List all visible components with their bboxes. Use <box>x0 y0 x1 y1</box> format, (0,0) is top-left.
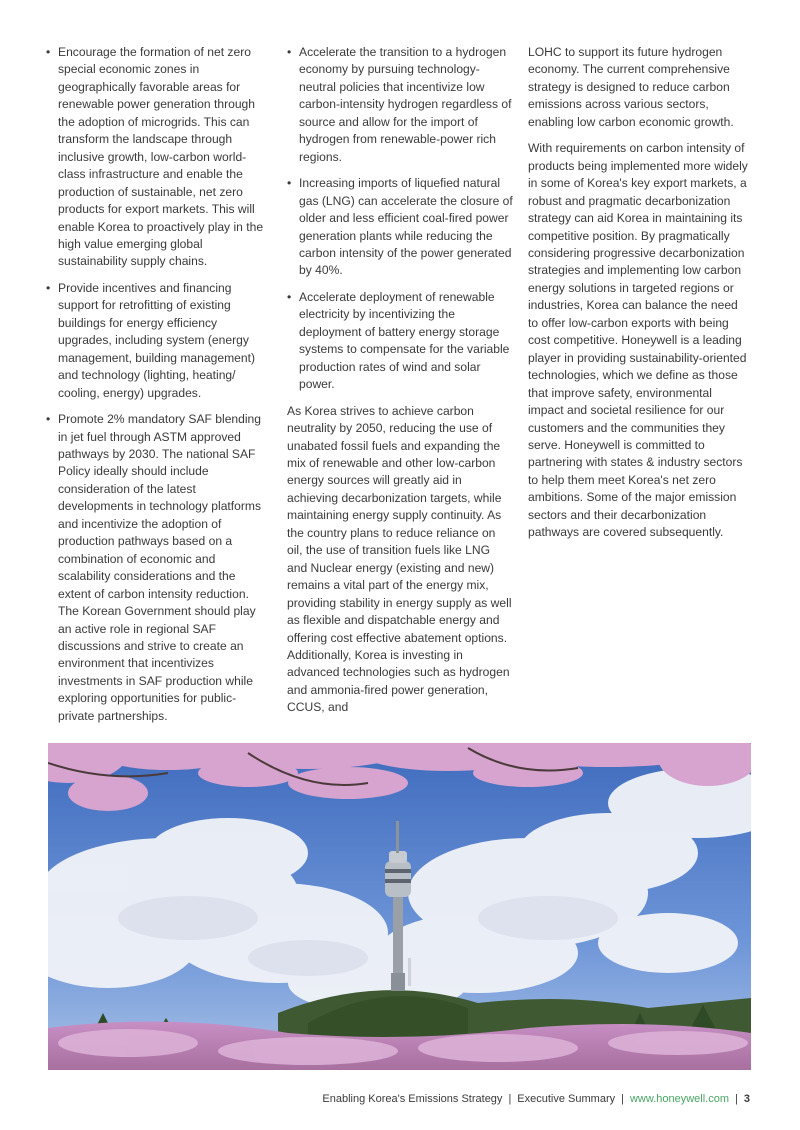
body-paragraph: With requirements on carbon intensity of products being implemented more widely in some of Korea's key export markets, a robust and pragmatic decarbonization strategy can aid Korea in maintaining its competitive position. By pragmatically considering progressive decarbonization strategies and implementing low carbon energy solutions in targeted regions or industries, Korea can balance the need to offer low-carbon exports with being cost competitive. Honeywell is a leading player in providing sustainability-oriented technologies, which we define as those that improve safety, environmental impact and societal resilience for our customers and the communities they serve. Honeywell is committed to partnering with states & industry sectors to help them meet Korea's net zero ambitions. Some of the major emission sectors and their decarbonization pathways are covered subsequently. <box>528 141 748 540</box>
list-item: • Encourage the formation of net zero special economic zones in geographically favorable areas for renewable power generation through the adoption of microgrids. This can transform the landscape through inclusive growth, low-carbon world-class infrastructure and enable the production of sustainable, net zero products for export markets. This will enable Korea to proactively play in the high value emerging global sustainability supply chains. <box>46 44 268 271</box>
footer-separator: | <box>621 1093 624 1105</box>
footer-separator: | <box>508 1093 512 1105</box>
list-item: • Promote 2% mandatory SAF blending in jet fuel through ASTM approved pathways by 2030. The national SAF Policy ideally should include consideration of the latest developments in technology platforms and incentivize the adoption of production pathways based on a combination of economic and scalability considerations and the extent of carbon intensity reduction. The Korean Government should play an active role in regional SAF discussions and strive to create an environment that incentivizes investments in SAF production while exploring opportunities for public-private partnerships. <box>46 411 268 725</box>
footer-link[interactable]: www.honeywell.com <box>629 1093 730 1105</box>
column-left <box>46 44 268 734</box>
list-item: • Increasing imports of liquefied natural gas (LNG) can accelerate the closure of older and less efficient coal-fired power generation plants while reducing the carbon intensity of the power generated by 40%. <box>287 175 513 280</box>
page-footer <box>322 1093 750 1105</box>
footer-separator: | <box>735 1093 738 1105</box>
body-paragraph: LOHC to support its future hydrogen economy. The current comprehensive strategy is designed to reduce carbon emissions across various sectors, enabling low carbon economic growth. <box>528 45 734 129</box>
footer-title: Enabling Korea's Emissions Strategy <box>322 1093 503 1105</box>
footer-section: Executive Summary <box>517 1093 616 1105</box>
list-item: • Provide incentives and financing support for retrofitting of existing buildings for energy efficiency upgrades, including system (energy management, building management) and technology (lighting, heating/ cooling, energy) upgrades. <box>46 280 268 402</box>
bullet-list-middle <box>287 44 513 394</box>
column-middle <box>287 44 513 726</box>
body-paragraph: As Korea strives to achieve carbon neutrality by 2050, reducing the use of unabated fossil fuels and expanding the mix of renewable and other low-carbon energy sources will greatly aid in achieving decarbonization targets, while maintaining energy supply continuity. As the country plans to reduce reliance on oil, the use of transition fuels like LNG and Nuclear energy (existing and new) remains a vital part of the energy mix, providing stability in energy supply as well as flexible and dispatchable energy and offering cost effective abatement options. Additionally, Korea is investing in advanced technologies such as hydrogen and ammonia-fired power generation, CCUS, and <box>287 403 512 715</box>
list-item: • Accelerate the transition to a hydrogen economy by pursuing technology-neutral policies that incentivize low carbon-intensity hydrogen regardless of source and allow for the import of hydrogen from renewable-power rich regions. <box>287 44 513 166</box>
cherry-blossom-tower-photo <box>48 743 751 1070</box>
page-number: 3 <box>743 1093 750 1105</box>
list-item: • Accelerate deployment of renewable electricity by incentivizing the deployment of battery energy storage systems to compensate for the variable production rates of wind and solar power. <box>287 289 513 394</box>
bullet-list-left <box>46 44 268 725</box>
column-right <box>528 44 750 551</box>
